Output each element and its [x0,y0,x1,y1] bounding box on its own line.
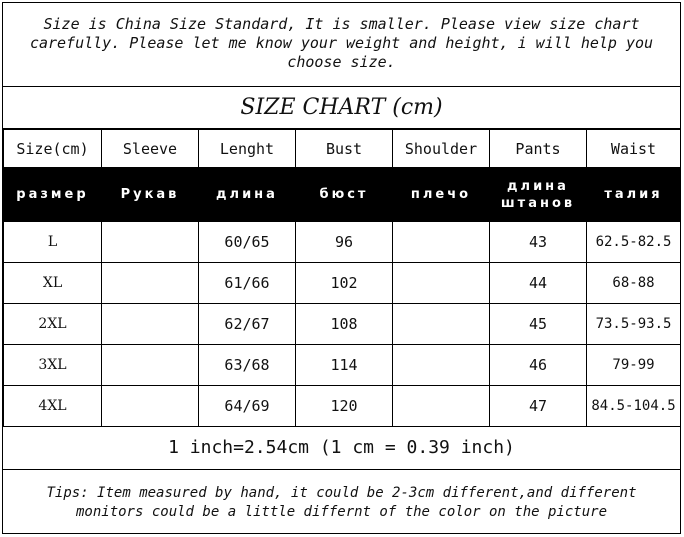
table-row [4,222,681,263]
cell-bust: 96 [296,222,393,263]
chart-title: SIZE CHART (cm) [3,87,680,129]
table-row [4,304,681,345]
table-row [4,263,681,304]
cell-size: 4XL [4,386,102,427]
header-ru-size: размер [4,168,102,222]
cell-bust: 120 [296,386,393,427]
size-standard-note: Size is China Size Standard, It is smaller. Please view size chart carefully. Please let me know your weight and height, i will help you choose size. [3,3,680,87]
header-pants: Pants [490,130,587,168]
header-ru-length: длина [199,168,296,222]
header-size: Size(cm) [4,130,102,168]
header-waist: Waist [587,130,681,168]
cell-shoulder [393,263,490,304]
cell-size: 2XL [4,304,102,345]
cell-sleeve [102,222,199,263]
cell-length: 60/65 [199,222,296,263]
cell-length: 63/68 [199,345,296,386]
cell-waist: 62.5-82.5 [587,222,681,263]
cell-sleeve [102,386,199,427]
cell-pants: 47 [490,386,587,427]
header-ru-sleeve: Рукав [102,168,199,222]
table-row [4,345,681,386]
cell-shoulder [393,345,490,386]
header-ru-bust: бюст [296,168,393,222]
cell-pants: 44 [490,263,587,304]
header-length: Lenght [199,130,296,168]
header-ru-waist: талия [587,168,681,222]
header-row-english [4,130,681,168]
cell-sleeve [102,263,199,304]
header-bust: Bust [296,130,393,168]
header-row-russian [4,168,681,222]
cell-waist: 73.5-93.5 [587,304,681,345]
measurement-tips: Tips: Item measured by hand, it could be 2-3cm different,and different monitors could be a little differnt of the color on the picture [46,485,637,520]
cell-size: L [4,222,102,263]
cell-size: XL [4,263,102,304]
cell-shoulder [393,222,490,263]
header-ru-pants: длина штанов [490,168,587,222]
cell-bust: 102 [296,263,393,304]
size-chart-sheet [2,2,681,534]
cell-sleeve [102,304,199,345]
table-row [4,386,681,427]
cell-pants: 46 [490,345,587,386]
cell-pants: 45 [490,304,587,345]
cell-shoulder [393,386,490,427]
cell-length: 62/67 [199,304,296,345]
cell-length: 61/66 [199,263,296,304]
header-sleeve: Sleeve [102,130,199,168]
cell-length: 64/69 [199,386,296,427]
cell-sleeve [102,345,199,386]
header-shoulder: Shoulder [393,130,490,168]
cell-size: 3XL [4,345,102,386]
cell-bust: 108 [296,304,393,345]
size-table [3,129,681,427]
cell-waist: 79-99 [587,345,681,386]
cell-waist: 84.5-104.5 [587,386,681,427]
cell-waist: 68-88 [587,263,681,304]
cell-bust: 114 [296,345,393,386]
cell-shoulder [393,304,490,345]
cell-pants: 43 [490,222,587,263]
unit-conversion: 1 inch=2.54cm (1 cm = 0.39 inch) [3,426,680,470]
header-ru-shoulder: плечо [393,168,490,222]
